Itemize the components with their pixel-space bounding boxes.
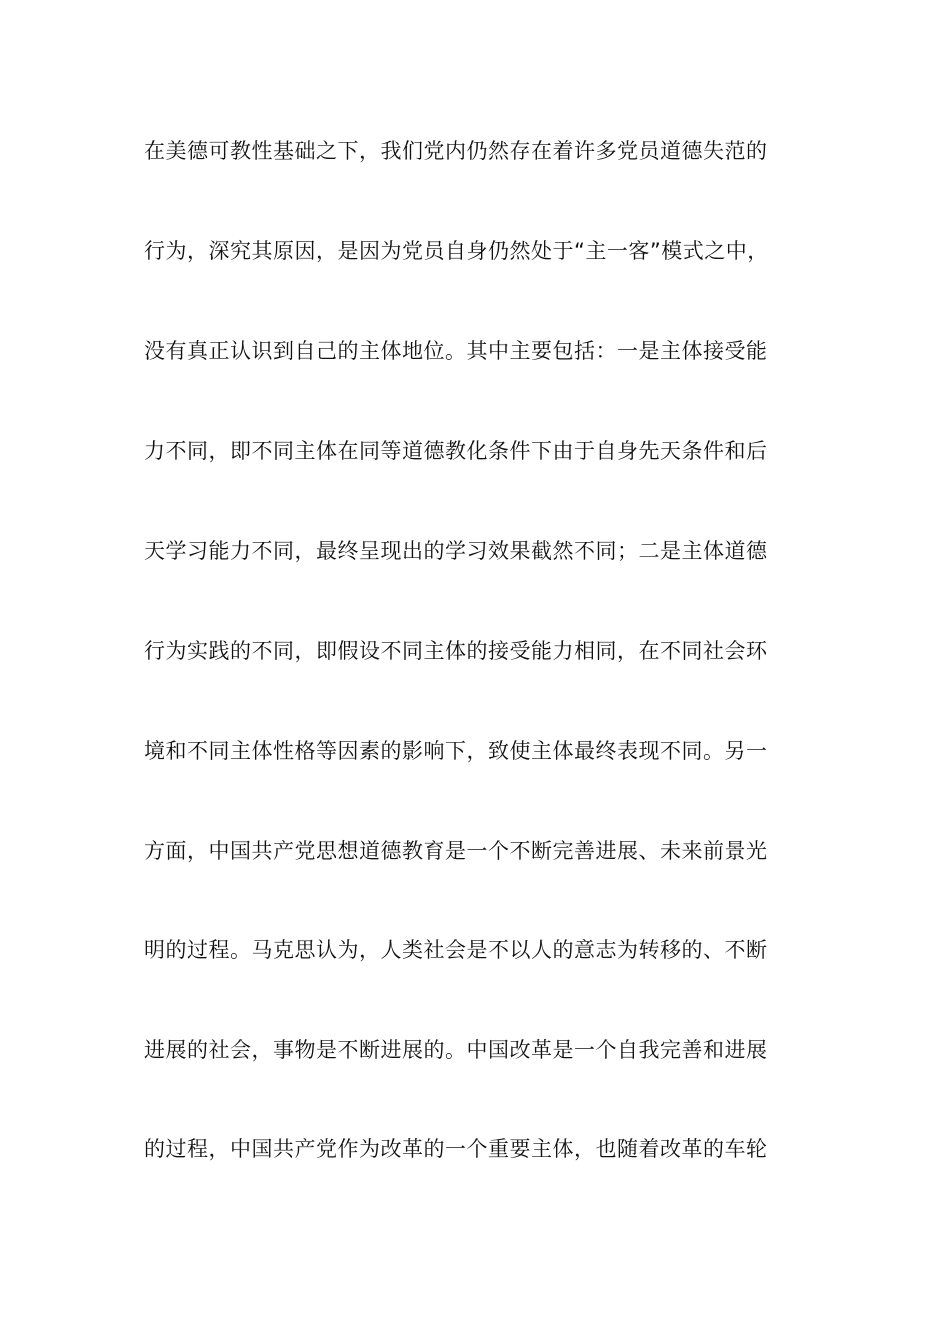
text-line: 进展的社会，事物是不断进展的。中国改革是一个自我完善和进展 (144, 1038, 768, 1062)
text-line: 天学习能力不同，最终呈现出的学习效果截然不同；二是主体道德 (144, 539, 768, 563)
text-line: 在美德可教性基础之下，我们党内仍然存在着许多党员道德失范的 (144, 139, 768, 163)
text-line: 明的过程。马克思认为，人类社会是不以人的意志为转移的、不断 (144, 938, 768, 962)
text-line: 行为，深究其原因，是因为党员自身仍然处于“主一客”模式之中， (144, 239, 769, 263)
text-line: 境和不同主体性格等因素的影响下，致使主体最终表现不同。另一 (144, 739, 768, 763)
text-line: 行为实践的不同，即假设不同主体的接受能力相同，在不同社会环 (144, 639, 768, 663)
text-line: 方面，中国共产党思想道德教育是一个不断完善进展、未来前景光 (144, 839, 768, 863)
text-line: 的过程，中国共产党作为改革的一个重要主体，也随着改革的车轮 (144, 1137, 768, 1161)
text-line: 力不同，即不同主体在同等道德教化条件下由于自身先天条件和后 (144, 439, 768, 463)
text-line: 没有真正认识到自己的主体地位。其中主要包括：一是主体接受能 (144, 339, 768, 363)
